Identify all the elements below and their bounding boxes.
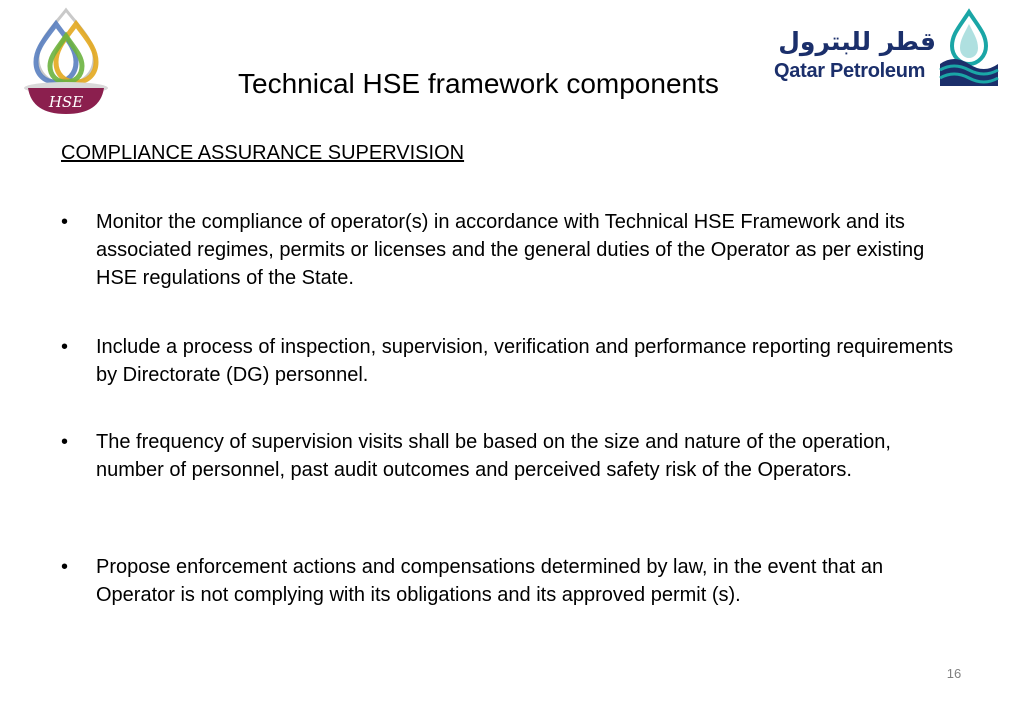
- bullet-text: Include a process of inspection, supervision, verification and performance reporting requirements by Directorate (DG) personnel.: [96, 336, 954, 386]
- slide-title: Technical HSE framework components: [238, 68, 719, 99]
- hse-logo-icon: [22, 6, 110, 118]
- section-heading: COMPLIANCE ASSURANCE SUPERVISION: [61, 142, 465, 164]
- page-number: 16: [946, 666, 962, 681]
- bullet-text: Propose enforcement actions and compensations determined by law, in the event that an Operator is not complying with its obligations and its approved permit (s).: [96, 556, 884, 606]
- bullet-text: Monitor the compliance of operator(s) in accordance with Technical HSE Framework and its associated regimes, permits or licenses and the general duties of the Operator as per existing HSE regulations of the State.: [96, 211, 925, 289]
- bullet-marker: •: [61, 431, 69, 453]
- bullet-marker: •: [61, 336, 69, 358]
- qatar-petroleum-logo: [768, 8, 1000, 88]
- bullet-marker: •: [61, 211, 69, 233]
- qp-emblem-icon: [938, 8, 1000, 88]
- bullet-text: The frequency of supervision visits shall be based on the size and nature of the operation, number of personnel, past audit outcomes and perceived safety risk of the Operators.: [96, 431, 891, 481]
- bullet-marker: •: [61, 556, 69, 578]
- qp-logo-arabic: قطر للبترول: [778, 27, 936, 56]
- qp-logo-latin: Qatar Petroleum: [774, 60, 926, 82]
- hse-logo: [22, 6, 110, 118]
- hse-logo-text: HSE: [48, 93, 84, 111]
